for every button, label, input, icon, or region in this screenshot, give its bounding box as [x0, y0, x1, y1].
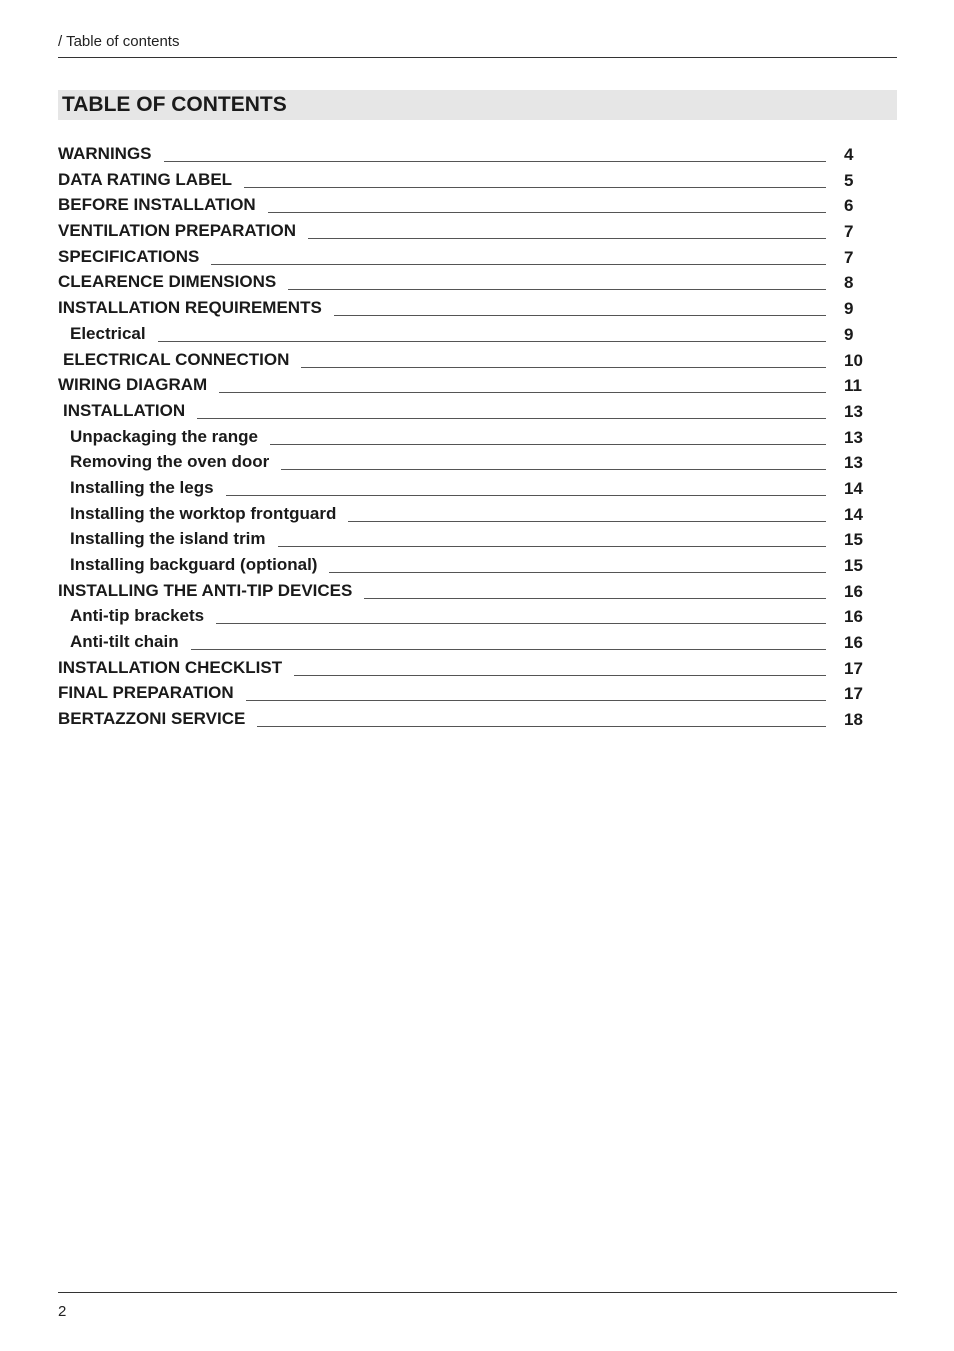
toc-leader-line: [308, 238, 826, 239]
toc-entry-label: Installing backguard (optional): [70, 555, 329, 575]
toc-entry-label: Unpackaging the range: [70, 427, 270, 447]
toc-entry-label: INSTALLATION: [63, 401, 197, 421]
toc-entry-label: Installing the legs: [70, 478, 226, 498]
toc-entry-label: DATA RATING LABEL: [58, 170, 244, 190]
toc-entry[interactable]: [58, 322, 897, 348]
toc-entry[interactable]: [58, 707, 897, 733]
page-title: TABLE OF CONTENTS: [62, 93, 287, 116]
toc-leader-line: [191, 649, 826, 650]
toc-leader-line: [257, 726, 826, 727]
toc-entry[interactable]: [58, 630, 897, 656]
toc-entry-label: BERTAZZONI SERVICE: [58, 709, 257, 729]
toc-entry-page: 7: [844, 247, 854, 267]
toc-entry-label: Anti-tip brackets: [70, 606, 216, 626]
toc-entry-page: 9: [844, 324, 854, 344]
toc-entry-page: 16: [844, 633, 863, 653]
toc-entry[interactable]: [58, 553, 897, 579]
toc-entry-page: 14: [844, 478, 863, 498]
toc-entry[interactable]: [58, 656, 897, 682]
toc-leader-line: [226, 495, 826, 496]
toc-entry-label: SPECIFICATIONS: [58, 247, 211, 267]
toc-leader-line: [244, 187, 826, 188]
toc-leader-line: [288, 289, 826, 290]
table-of-contents: [58, 142, 897, 733]
toc-leader-line: [246, 700, 826, 701]
toc-leader-line: [216, 623, 826, 624]
toc-entry-page: 14: [844, 504, 863, 524]
toc-entry[interactable]: [58, 604, 897, 630]
toc-entry[interactable]: [58, 296, 897, 322]
toc-entry[interactable]: [58, 245, 897, 271]
toc-entry-label: INSTALLATION CHECKLIST: [58, 658, 294, 678]
toc-entry-label: WARNINGS: [58, 144, 164, 164]
toc-entry[interactable]: [58, 270, 897, 296]
toc-entry-page: 5: [844, 170, 854, 190]
toc-entry[interactable]: [58, 193, 897, 219]
toc-entry-page: 13: [844, 453, 863, 473]
toc-entry-page: 18: [844, 710, 863, 730]
toc-leader-line: [301, 367, 826, 368]
toc-entry-label: VENTILATION PREPARATION: [58, 221, 308, 241]
toc-entry-label: Removing the oven door: [70, 452, 281, 472]
toc-entry-page: 4: [844, 145, 854, 164]
toc-leader-line: [164, 161, 826, 162]
toc-entry-page: 13: [844, 427, 863, 447]
toc-leader-line: [364, 598, 826, 599]
toc-entry[interactable]: [58, 450, 897, 476]
toc-entry[interactable]: [58, 373, 897, 399]
toc-leader-line: [334, 315, 826, 316]
toc-entry-page: 6: [844, 196, 854, 216]
toc-entry-page: 8: [844, 273, 854, 293]
toc-leader-line: [270, 444, 826, 445]
toc-entry-page: 17: [844, 658, 863, 678]
toc-leader-line: [197, 418, 826, 419]
toc-leader-line: [329, 572, 826, 573]
toc-entry[interactable]: [58, 399, 897, 425]
toc-entry-page: 16: [844, 607, 863, 627]
page-number: 2: [58, 1303, 67, 1320]
toc-entry-label: FINAL PREPARATION: [58, 683, 246, 703]
toc-entry-page: 15: [844, 556, 863, 575]
toc-entry-label: BEFORE INSTALLATION: [58, 195, 268, 215]
toc-entry-label: CLEARENCE DIMENSIONS: [58, 272, 288, 292]
toc-leader-line: [278, 546, 826, 547]
toc-leader-line: [158, 341, 826, 342]
toc-leader-line: [219, 392, 826, 393]
toc-entry-page: 9: [844, 299, 854, 319]
toc-entry-page: 17: [844, 684, 863, 704]
toc-entry-page: 13: [844, 401, 863, 421]
toc-entry-label: INSTALLATION REQUIREMENTS: [58, 298, 334, 318]
toc-entry[interactable]: [58, 681, 897, 707]
toc-entry-label: Anti-tilt chain: [70, 632, 191, 652]
toc-entry[interactable]: [58, 425, 897, 451]
toc-entry[interactable]: [58, 168, 897, 194]
toc-entry-page: 15: [844, 530, 863, 550]
toc-entry[interactable]: [58, 476, 897, 502]
breadcrumb: / Table of contents: [58, 33, 180, 50]
toc-entry-page: 7: [844, 222, 854, 242]
toc-entry-label: Installing the island trim: [70, 529, 278, 549]
toc-entry[interactable]: [58, 502, 897, 528]
toc-entry[interactable]: [58, 579, 897, 605]
toc-leader-line: [294, 675, 826, 676]
toc-entry[interactable]: [58, 527, 897, 553]
toc-leader-line: [348, 521, 826, 522]
title-banner: [58, 90, 897, 120]
toc-entry-label: Installing the worktop frontguard: [70, 504, 348, 524]
toc-entry-label: WIRING DIAGRAM: [58, 375, 219, 395]
footer-divider: [58, 1292, 897, 1293]
toc-entry-page: 16: [844, 581, 863, 601]
toc-entry[interactable]: [58, 219, 897, 245]
toc-entry-page: 10: [844, 350, 863, 370]
toc-leader-line: [281, 469, 826, 470]
toc-entry-label: ELECTRICAL CONNECTION: [63, 350, 301, 370]
toc-entry-label: INSTALLING THE ANTI-TIP DEVICES: [58, 581, 364, 601]
toc-entry[interactable]: [58, 348, 897, 374]
header-divider: [58, 57, 897, 58]
toc-entry-page: 11: [844, 376, 862, 396]
toc-entry[interactable]: [58, 142, 897, 168]
toc-entry-label: Electrical: [70, 324, 158, 344]
toc-leader-line: [211, 264, 826, 265]
toc-leader-line: [268, 212, 826, 213]
